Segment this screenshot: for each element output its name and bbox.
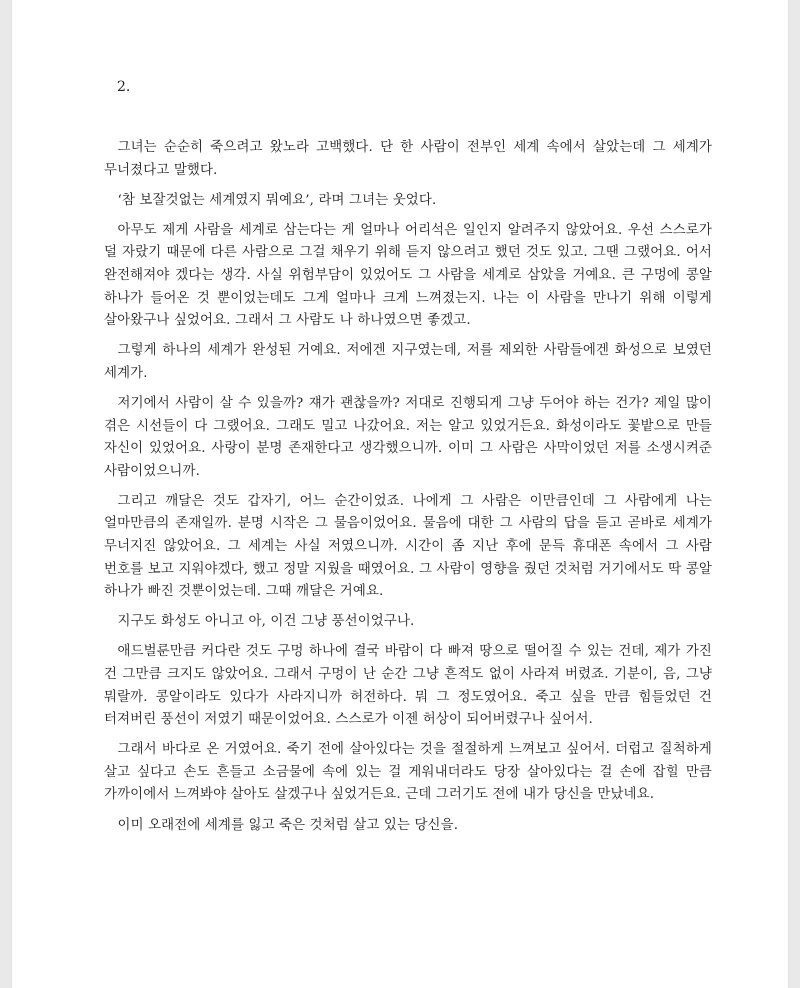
paragraph: ‘참 보잘것없는 세계였지 뭐예요’, 라며 그녀는 웃었다. <box>117 192 437 208</box>
paragraph: 그리고 깨달은 것도 갑자기, 어느 순간이었죠. 나에게 그 사람은 이만큼인데 그 사람에게 나는 얼마만큼의 존재일까. 분명 시작은 그 물음이었어요. 물음에 대한 그 사람의 답을 듣고 곧바로 세계가 무너지진 않았어요. 그 세계는 사실 저였으니까. 시간이 좀 지난 후에 문득 휴대폰 속에서 그 사람 번호를 보고 지워야겠다, 했고 정말 지웠을 때였어요. 그 사람이 영향을 줬던 것처럼 거기에서도 딱 콩알 하나가 빠진 것뿐이었는데. 그때 깨달은 거예요. <box>104 493 712 600</box>
paragraph: 그래서 바다로 온 거였어요. 죽기 전에 살아있다는 것을 절절하게 느껴보고 싶어서. 더럽고 질척하게 살고 싶다고 손도 흔들고 소금물에 속에 있는 걸 게워내더라도 당장 살아있다는 걸 손에 잡힐 만큼 가까이에서 느껴봐야 살아도 살겠구나 싶었거든요. 근데 그러기도 전에 내가 당신을 만났네요. <box>104 742 712 803</box>
document-page <box>12 0 788 988</box>
paragraph: 저기에서 사람이 살 수 있을까? 쟤가 괜찮을까? 저대로 진행되게 그냥 두어야 하는 건가? 제일 많이 겪은 시선들이 다 그랬어요. 그래도 밀고 나갔어요. 저는 알고 있었거든요. 화성이라도 꽃밭으로 만들 자신이 있었어요. 사랑이 분명 존재한다고 생각했으니까. 이미 그 사람은 사막이었던 저를 소생시켜준 사람이었으니까. <box>104 395 712 479</box>
paragraph: 지구도 화성도 아니고 아, 이건 그냥 풍선이었구나. <box>117 614 415 630</box>
section-number: 2. <box>117 79 131 95</box>
body-text <box>104 137 712 845</box>
paragraph: 그렇게 하나의 세계가 완성된 거예요. 저에겐 지구였는데, 저를 제외한 사람들에겐 화성으로 보였던 세계가. <box>104 343 712 381</box>
paragraph: 이미 오래전에 세계를 잃고 죽은 것처럼 살고 있는 당신을. <box>117 817 459 833</box>
paragraph: 애드벌룬만큼 커다란 것도 구멍 하나에 결국 바람이 다 빠져 땅으로 떨어질 수 있는 건데, 제가 가진 건 그만큼 크지도 않았어요. 그래서 구멍이 난 순간 그냥 흔적도 없이 사라져 버렸죠. 기분이, 음, 그냥 뭐랄까. 콩알이라도 있다가 사라지니까 허전하다. 뭐 그 정도였어요. 죽고 싶을 만큼 힘들었던 건 터져버린 풍선이 저였기 때문이었어요. 스스로가 이젠 허상이 되어버렸구나 싶어서. <box>104 644 712 728</box>
paragraph: 아무도 제게 사람을 세계로 삼는다는 게 얼마나 어리석은 일인지 알려주지 않았어요. 우선 스스로가 덜 자랐기 때문에 다른 사람으로 그걸 채우기 위해 듣지 않으려고 했던 것도 있고. 그땐 그랬어요. 어서 완전해져야 겠다는 생각. 사실 위험부담이 있었어도 그 사람을 세계로 삼았을 거예요. 큰 구멍에 콩알 하나가 들어온 것 뿐이었는데도 그게 얼마나 크게 느껴졌는지. 나는 이 사람을 만나기 위해 이렇게 살아왔구나 싶었어요. 그래서 그 사람도 나 하나였으면 좋겠고. <box>104 222 713 329</box>
paragraph: 그녀는 순순히 죽으려고 왔노라 고백했다. 단 한 사람이 전부인 세계 속에서 살았는데 그 세계가 무너졌다고 말했다. <box>104 140 712 178</box>
